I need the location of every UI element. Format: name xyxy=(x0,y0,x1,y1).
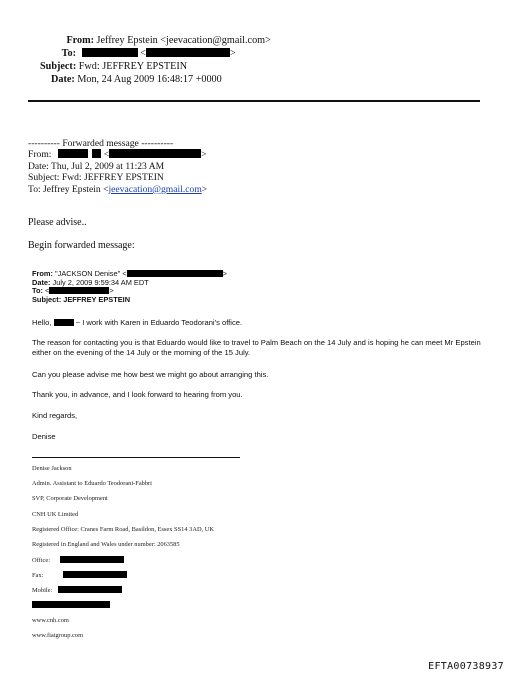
message-reason: The reason for contacting you is that Eduardo would like to travel to Palm Beach on the 14 July and is hoping he can meet Mr Epstein either on the evening of the 14 July or the morning of the 15 July. xyxy=(32,338,481,357)
header-to-row: To: < > xyxy=(46,48,236,59)
sig-company: CNH UK Limited xyxy=(32,511,79,518)
sig-office-row: Office: xyxy=(32,556,124,564)
signature-divider xyxy=(32,457,240,458)
forwarded-header-2 xyxy=(32,270,227,304)
redaction-box xyxy=(60,556,124,563)
header-date-label: Date: xyxy=(51,74,75,85)
header-from-value: Jeffrey Epstein <jeevacation@gmail.com> xyxy=(96,35,271,46)
redaction-box xyxy=(54,319,74,326)
redaction-box xyxy=(146,48,230,57)
message-hello: Hello, ~ I work with Karen in Eduardo Teodorani's office. xyxy=(32,318,243,327)
sig-title1: Admin. Assistant to Eduardo Teodorani-Fabbri xyxy=(32,480,152,487)
redaction-box xyxy=(127,270,223,277)
header-to-label: To: xyxy=(61,48,76,59)
sig-fax-row: Fax: xyxy=(32,571,127,579)
forward2-to-row: To: < > xyxy=(32,286,114,296)
redaction-box xyxy=(58,586,122,593)
forward2-from-row: From: "JACKSON Denise" < > xyxy=(32,269,227,278)
sig-mobile-row: Mobile: xyxy=(32,586,122,594)
redaction-box xyxy=(32,601,110,608)
header-divider xyxy=(28,100,480,102)
sig-web2[interactable]: www.fiatgroup.com xyxy=(32,632,84,639)
email-link[interactable]: jeevacation@gmail.com xyxy=(108,183,202,195)
redaction-box xyxy=(92,149,101,158)
sig-redacted-line xyxy=(32,601,110,609)
please-advise-text: Please advise.. xyxy=(28,217,87,228)
forwarded-header-1 xyxy=(28,138,207,195)
forward-divider: ---------- Forwarded message ---------- xyxy=(28,138,174,149)
message-name: Denise xyxy=(32,432,56,441)
header-subject-row xyxy=(40,61,187,72)
redaction-box xyxy=(82,48,138,57)
redaction-box xyxy=(58,149,88,158)
forward-to-line: To: Jeffrey Epstein <jeevacation@gmail.com> xyxy=(28,183,208,195)
header-date-value: Mon, 24 Aug 2009 16:48:17 +0000 xyxy=(77,74,222,85)
sig-web1[interactable]: www.cnh.com xyxy=(32,617,69,624)
header-date-row xyxy=(51,74,222,85)
redaction-box xyxy=(63,571,127,578)
sig-office-addr: Registered Office: Cranes Farm Road, Basildon, Essex SS14 3AD, UK xyxy=(32,526,214,533)
header-from-label: From: xyxy=(66,35,94,46)
sig-name: Denise Jackson xyxy=(32,465,72,472)
forward-subject-line: Subject: Fwd: JEFFREY EPSTEIN xyxy=(28,172,164,184)
message-thanks: Thank you, in advance, and I look forward to hearing from you. xyxy=(32,390,243,399)
sig-title2: SVP, Corporate Development xyxy=(32,495,108,502)
forward2-date-row: Date: July 2, 2009 9:59:34 AM EDT xyxy=(32,277,149,287)
sig-registered: Registered in England and Wales under number: 2063585 xyxy=(32,541,180,548)
header-from-row xyxy=(46,35,271,46)
begin-forwarded-text: Begin forwarded message: xyxy=(28,240,135,251)
redaction-box xyxy=(49,287,109,294)
bates-number: EFTA00738937 xyxy=(428,661,504,672)
forward-date-line: Date: Thu, Jul 2, 2009 at 11:23 AM xyxy=(28,160,165,172)
forward2-subject-row: Subject: JEFFREY EPSTEIN xyxy=(32,294,131,304)
forward-from-row: From: < > xyxy=(28,149,207,161)
message-regards: Kind regards, xyxy=(32,411,78,420)
redaction-box xyxy=(109,149,201,158)
header-subject-value: Fwd: JEFFREY EPSTEIN xyxy=(78,61,188,72)
message-advise-how: Can you please advise me how best we might go about arranging this. xyxy=(32,370,269,379)
header-subject-label: Subject: xyxy=(40,61,77,72)
